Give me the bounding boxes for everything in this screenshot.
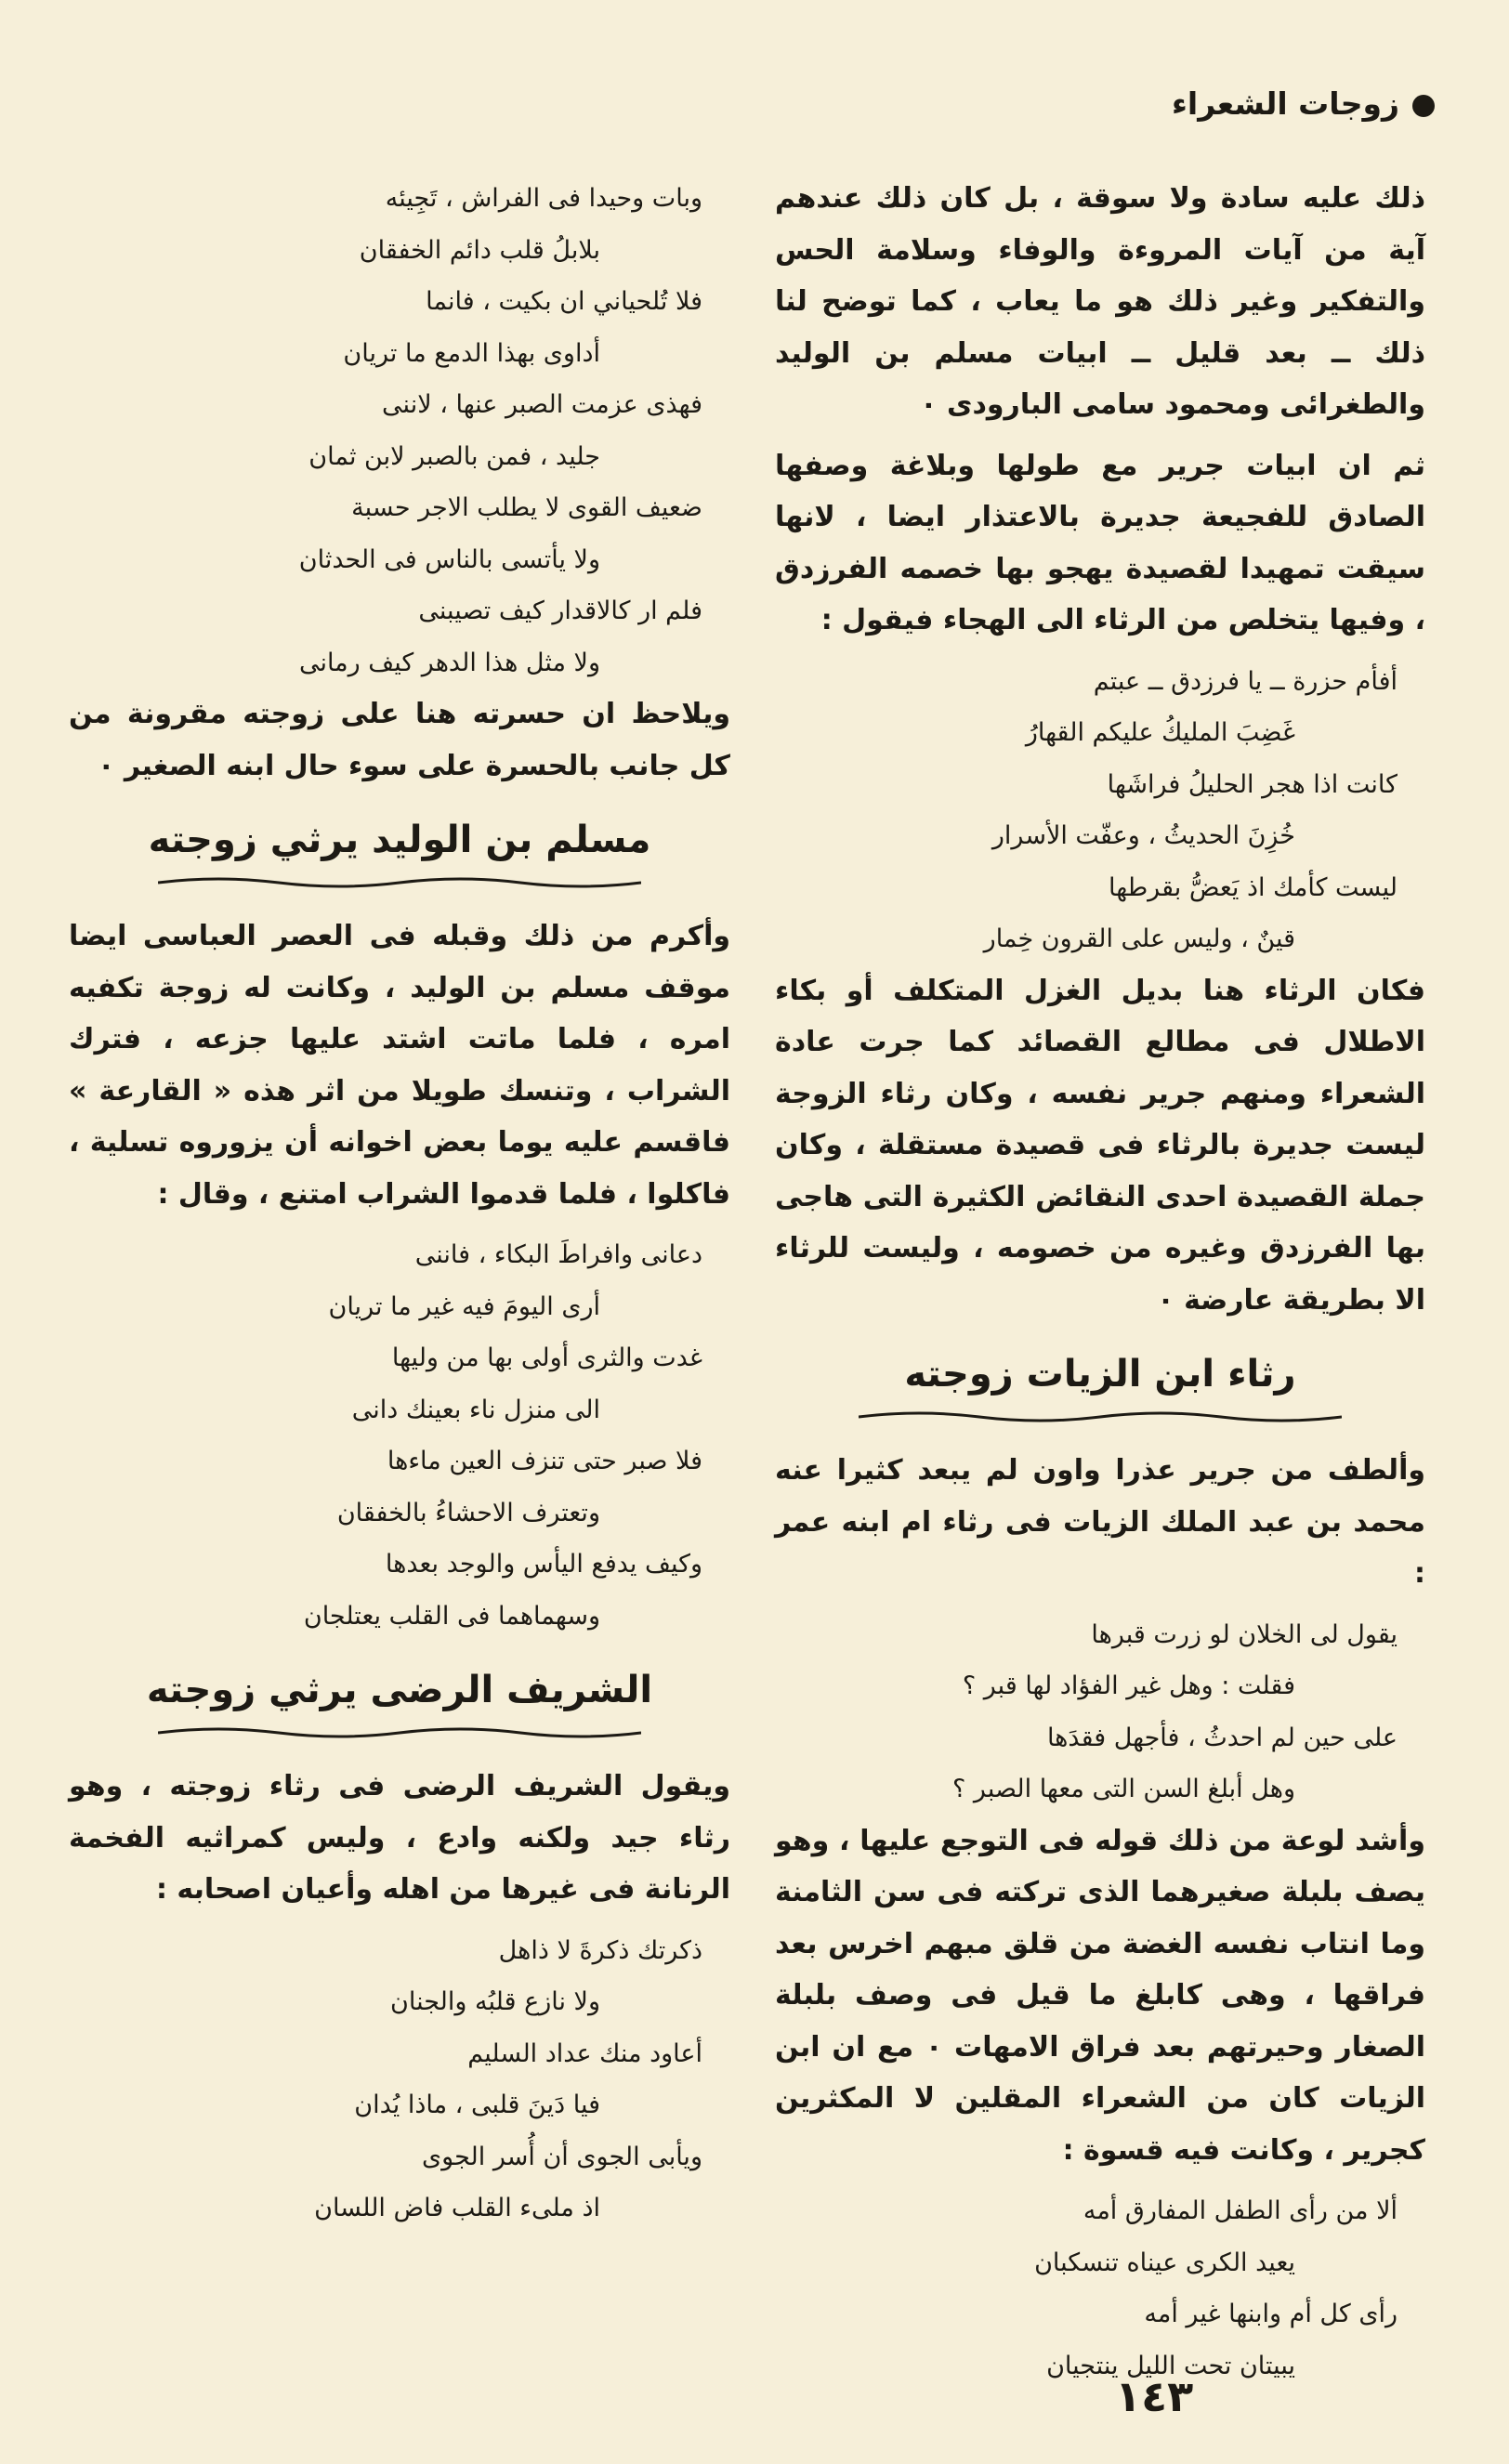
paragraph: فكان الرثاء هنا بديل الغزل المتكلف أو بكاء الاطلال فى مطالع القصائد كما جرت عادة الشعراء ومنهم جرير نفسه ، وكان رثاء الزوجة ليست جديرة بالرثاء فى قصيدة مستقلة ، وكان جملة القصيدة احدى النقائض الكثيرة التى هاجى بها الفرزدق وغيره من خصومه ، وليست للرثاء الا بطريقة عارضة ٠ <box>775 974 1425 1317</box>
poem <box>775 656 1425 965</box>
heading-underline <box>859 1409 1342 1424</box>
verse-line: يعيد الكرى عيناه تنسكبان <box>1034 2248 1295 2277</box>
verse-line: ولا نازع قلبُه والجنان <box>390 1987 600 2016</box>
verse-line: أرى اليومَ فيه غير ما تريان <box>328 1291 600 1321</box>
verse-line: قينٌ ، وليس على القرون خِمار <box>983 924 1295 953</box>
heading-underline <box>158 875 641 890</box>
running-head <box>1172 85 1435 122</box>
verse-line: وبات وحيدا فى الفراش ، تَجِيئه <box>385 184 702 213</box>
verse-line: فيا دَينَ قلبى ، ماذا يُدان <box>354 2090 600 2119</box>
verse-line: فلا صبر حتى تنزف العين ماءها <box>387 1447 702 1475</box>
section-heading: الشريف الرضى يرثي زوجته <box>146 1669 653 1711</box>
verse-line: ليست كأمك اذ يَعضُّ بقرطها <box>1109 872 1397 902</box>
verse-line: جليد ، فمن بالصبر لابن ثمان <box>308 441 600 471</box>
verse-line: ضعيف القوى لا يطلب الاجر حسبة <box>351 493 702 522</box>
verse-line: يبيتان تحت الليل ينتجيان <box>1046 2351 1295 2380</box>
verse-line: غدت والثرى أولى بها من وليها <box>391 1343 702 1372</box>
verse-line: الى منزل ناء بعينك دانى <box>351 1395 600 1424</box>
verse-line: ألا من رأى الطفل المفارق أمه <box>1083 2196 1397 2225</box>
section-heading: مسلم بن الوليد يرثي زوجته <box>148 819 651 861</box>
section-heading: رثاء ابن الزيات زوجته <box>904 1353 1296 1396</box>
verse-line: ويأبى الجوى أن أُسر الجوى <box>422 2142 702 2171</box>
poem <box>69 1229 730 1642</box>
verse-line: ولا مثل هذا الدهر كيف رمانى <box>298 648 600 677</box>
poem <box>69 1925 730 2235</box>
verse-line: اذ ملىء القلب فاض اللسان <box>314 2194 600 2222</box>
verse-line: على حين لم احدثُ ، فأجهل فقدَها <box>1046 1723 1397 1752</box>
paragraph: ذلك عليه سادة ولا سوقة ، بل كان ذلك عندهم آية من آيات المروءة والوفاء وسلامة الحس والتفكير وغير ذلك هو ما يعاب ، كما توضح لنا ذلك ــ بعد قليل ــ ابيات مسلم بن الوليد والطغرائى ومحمود سامى البارودى ٠ <box>775 182 1425 421</box>
paragraph: ويلاحظ ان حسرته هنا على زوجته مقرونة من كل جانب بالحسرة على سوء حال ابنه الصغير ٠ <box>69 698 730 782</box>
poem <box>775 2185 1425 2392</box>
verse-line: فهذى عزمت الصبر عنها ، لاننى <box>382 390 702 419</box>
paragraph: وأكرم من ذلك وقبله فى العصر العباسى ايضا موقف مسلم بن الوليد ، وكانت له زوجة تكفيه امره ، فلما ماتت اشتد عليها جزعه ، فترك الشراب ، وتنسك طويلا من اثر هذه « القارعة » فاقسم عليه يوما بعض اخوانه أن يزوروه تسلية ، فاكلوا ، فلما قدموا الشراب امتنع ، وقال : <box>69 920 730 1211</box>
verse-line: وكيف يدفع اليأس والوجد بعدها <box>385 1550 702 1579</box>
verse-line: رأى كل أم وابنها غير أمه <box>1144 2300 1397 2328</box>
bullet-icon <box>1412 95 1435 117</box>
verse-line: فقلت : وهل غير الفؤاد لها قبر ؟ <box>962 1671 1295 1700</box>
verse-line: فلا تُلحياني ان بكيت ، فانما <box>426 287 702 316</box>
verse-line: كانت اذا هجر الحليلُ فراشَها <box>1107 769 1397 799</box>
verse-line: دعانى وافراطَ البكاء ، فاننى <box>414 1240 702 1269</box>
running-head-title: زوجات الشعراء <box>1172 85 1399 122</box>
right-column <box>775 173 1425 2392</box>
verse-line: وتعترف الاحشاءُ بالخفقان <box>336 1498 600 1527</box>
verse-line: خُزِنَ الحديثُ ، وعفّت الأسرار <box>991 821 1295 850</box>
verse-line: ذكرتك ذكرةَ لا ذاهل <box>498 1935 702 1965</box>
verse-line: أفأم حزرة ــ يا فرزدق ــ عبتم <box>1093 666 1397 696</box>
verse-line: غَضِبَ المليكُ عليكم القهارُ <box>1025 718 1295 747</box>
verse-line: وهل أبلغ السن التى معها الصبر ؟ <box>952 1775 1295 1803</box>
paragraph: ويقول الشريف الرضى فى رثاء زوجته ، وهو رثاء جيد ولكنه وادع ، وليس كمراثيه الفخمة الرنانة فى غيرها من اهله وأعيان اصحابه : <box>69 1770 730 1906</box>
verse-line: يقول لى الخلان لو زرت قبرها <box>1091 1619 1397 1649</box>
paragraph: وألطف من جرير عذرا واون لم يبعد كثيرا عنه محمد بن عبد الملك الزيات فى رثاء ام ابنه عمر : <box>775 1454 1425 1590</box>
verse-line: ولا يأتسى بالناس فى الحدثان <box>298 544 600 574</box>
heading-underline <box>158 1725 641 1740</box>
verse-line: أداوى بهذا الدمع ما تريان <box>343 338 600 368</box>
poem <box>775 1609 1425 1815</box>
verse-line: فلم ار كالاقدار كيف تصيبنى <box>418 596 702 625</box>
paragraph: ثم ان ابيات جرير مع طولها وبلاغة وصفها الصادق للفجيعة جديرة بالاعتذار ايضا ، لانها سيقت تمهيدا لقصيدة يهجو بها خصمه الفرزدق ، وفيها يتخلص من الرثاء الى الهجاء فيقول : <box>775 449 1425 636</box>
paragraph: وأشد لوعة من ذلك قوله فى التوجع عليها ، وهو يصف بلبلة صغيرهما الذى تركته فى سن الثامنة وما انتاب نفسه الغضة من قلق مبهم اخرس بعد فراقها ، وهى كابلغ ما قيل فى وصف بلبلة الصغار وحيرتهم بعد فراق الامهات ٠ مع ان ابن الزيات كان من الشعراء المقلين لا المكثرين كجرير ، وكانت فيه قسوة : <box>775 1824 1425 2167</box>
verse-line: وسهماهما فى القلب يعتلجان <box>303 1601 600 1631</box>
page-number: ١٤٣ <box>1115 2371 1194 2421</box>
poem <box>69 173 730 688</box>
verse-line: أعاود منك عداد السليم <box>467 2038 702 2068</box>
left-column <box>69 173 730 2235</box>
verse-line: بلابلُ قلب دائم الخفقان <box>359 235 600 265</box>
